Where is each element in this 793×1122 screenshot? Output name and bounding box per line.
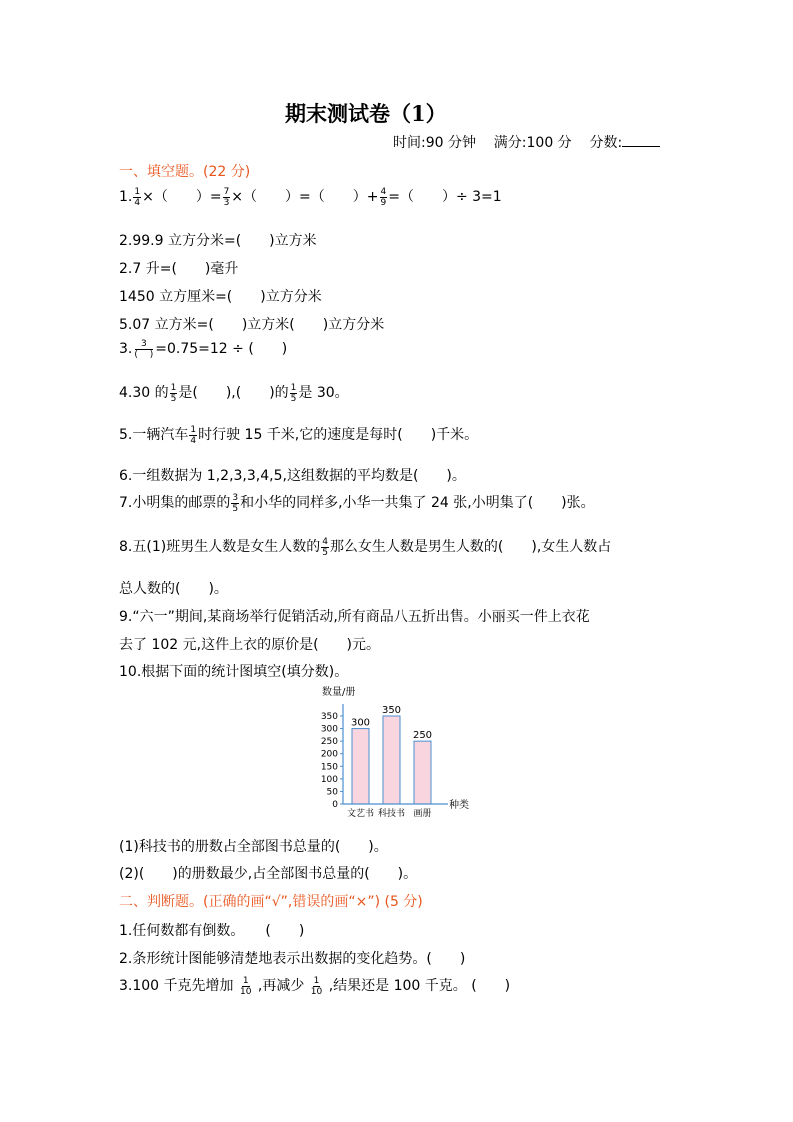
bar-data-label: 350 — [381, 705, 402, 716]
bar-data-label: 300 — [350, 717, 371, 729]
y-tick-label: 100 — [320, 774, 338, 785]
fraction: $\frac{1}{10}$ — [310, 975, 323, 997]
question-9-cont: 去了 102 元,这件上衣的原价是( )元。 — [119, 637, 380, 653]
section-2-heading: 二、判断题。(正确的画“√”,错误的画“×”) (5 分) — [119, 894, 423, 910]
y-tick-label: 150 — [320, 762, 338, 773]
x-axis-label: 种类 — [449, 800, 469, 811]
question-3: 3. $\frac{3}{( )}$ =0.75=12 ÷ ( ) — [119, 338, 288, 360]
fraction: $\frac{3}{( )}$ — [134, 338, 154, 360]
question-9: 9.“六一”期间,某商场举行促销活动,所有商品八五折出售。小丽买一件上衣花 — [119, 609, 590, 625]
question-2b: 2.7 升=( )毫升 — [119, 261, 239, 277]
question-7: 7.小明集的邮票的 $\frac{3}{5}$ 和小华的同样多,小华一共集了 24 张,小明集了( )张。 — [119, 492, 595, 514]
bar-3 — [414, 741, 431, 804]
question-2a: 2.99.9 立方分米=( )立方米 — [119, 233, 317, 249]
fraction: $\frac{1}{5}$ — [170, 382, 177, 404]
fraction: $\frac{4}{9}$ — [380, 186, 387, 208]
score-blank[interactable] — [622, 134, 660, 147]
y-tick-label: 300 — [320, 724, 338, 735]
score-label: 分数: — [589, 135, 623, 151]
y-tick-label: 0 — [332, 800, 338, 810]
question-2c: 1450 立方厘米=( )立方分米 — [119, 289, 322, 305]
question-2d: 5.07 立方米=( )立方米( )立方分米 — [119, 317, 385, 333]
fraction: $\frac{4}{5}$ — [322, 536, 328, 558]
question-10-2: (2)( )的册数最少,占全部图书总量的( )。 — [119, 866, 418, 882]
bar-2 — [383, 716, 400, 804]
fraction: $\frac{1}{4}$ — [190, 424, 197, 446]
y-tick-label: 50 — [326, 787, 338, 798]
question-10-1: (1)科技书的册数占全部图书总量的( )。 — [119, 839, 388, 855]
fraction: $\frac{1}{5}$ — [290, 382, 297, 404]
y-tick-label: 350 — [320, 712, 338, 722]
bar-data-label: 250 — [412, 730, 433, 742]
question-1: 1. $\frac{1}{4}$ ×（ ）= $\frac{7}{3}$ ×（ ）=（ ）+ $\frac{4}{9}$ =（ ）÷ 3=1 — [119, 186, 502, 208]
page-title: 期末测试卷（1） — [285, 101, 447, 126]
category-label: 文艺书 — [346, 809, 375, 819]
question-8-cont: 总人数的( )。 — [119, 581, 228, 597]
question-10: 10.根据下面的统计图填空(填分数)。 — [119, 664, 349, 680]
bar-1 — [352, 729, 369, 804]
judge-2: 2.条形统计图能够清楚地表示出数据的变化趋势。( ) — [119, 951, 466, 967]
section-1-heading: 一、填空题。(22 分) — [119, 164, 251, 180]
category-label: 画册 — [413, 809, 432, 819]
question-8: 8.五(1)班男生人数是女生人数的 $\frac{4}{5}$ 那么女生人数是男生人数的( ),女生人数占 — [119, 536, 612, 558]
full-score-label: 满分:100 分 — [493, 135, 572, 151]
category-label: 科技书 — [377, 809, 406, 819]
fraction: $\frac{3}{5}$ — [232, 492, 239, 514]
bar-chart — [310, 682, 490, 822]
question-5: 5.一辆汽车 $\frac{1}{4}$ 时行驶 15 千米,它的速度是每时( )千米。 — [119, 424, 479, 446]
y-axis-label: 数量/册 — [322, 687, 356, 698]
judge-3: 3.100 千克先增加 $\frac{1}{10}$ ,再减少 $\frac{1}{10}$ ,结果还是 100 千克。 ( ) — [119, 975, 511, 997]
y-tick-label: 250 — [320, 737, 338, 748]
time-label: 时间:90 分钟 — [393, 135, 476, 151]
question-6: 6.一组数据为 1,2,3,3,4,5,这组数据的平均数是( )。 — [119, 468, 466, 484]
judge-1: 1.任何数都有倒数。 ( ) — [119, 923, 305, 939]
fraction: $\frac{7}{3}$ — [223, 186, 230, 208]
y-tick-label: 200 — [320, 749, 338, 760]
fraction: $\frac{1}{10}$ — [239, 975, 252, 997]
exam-meta — [393, 132, 660, 152]
question-4: 4.30 的 $\frac{1}{5}$ 是( ),( )的 $\frac{1}{5}$ 是 30。 — [119, 382, 349, 404]
fraction: $\frac{1}{4}$ — [134, 186, 141, 208]
